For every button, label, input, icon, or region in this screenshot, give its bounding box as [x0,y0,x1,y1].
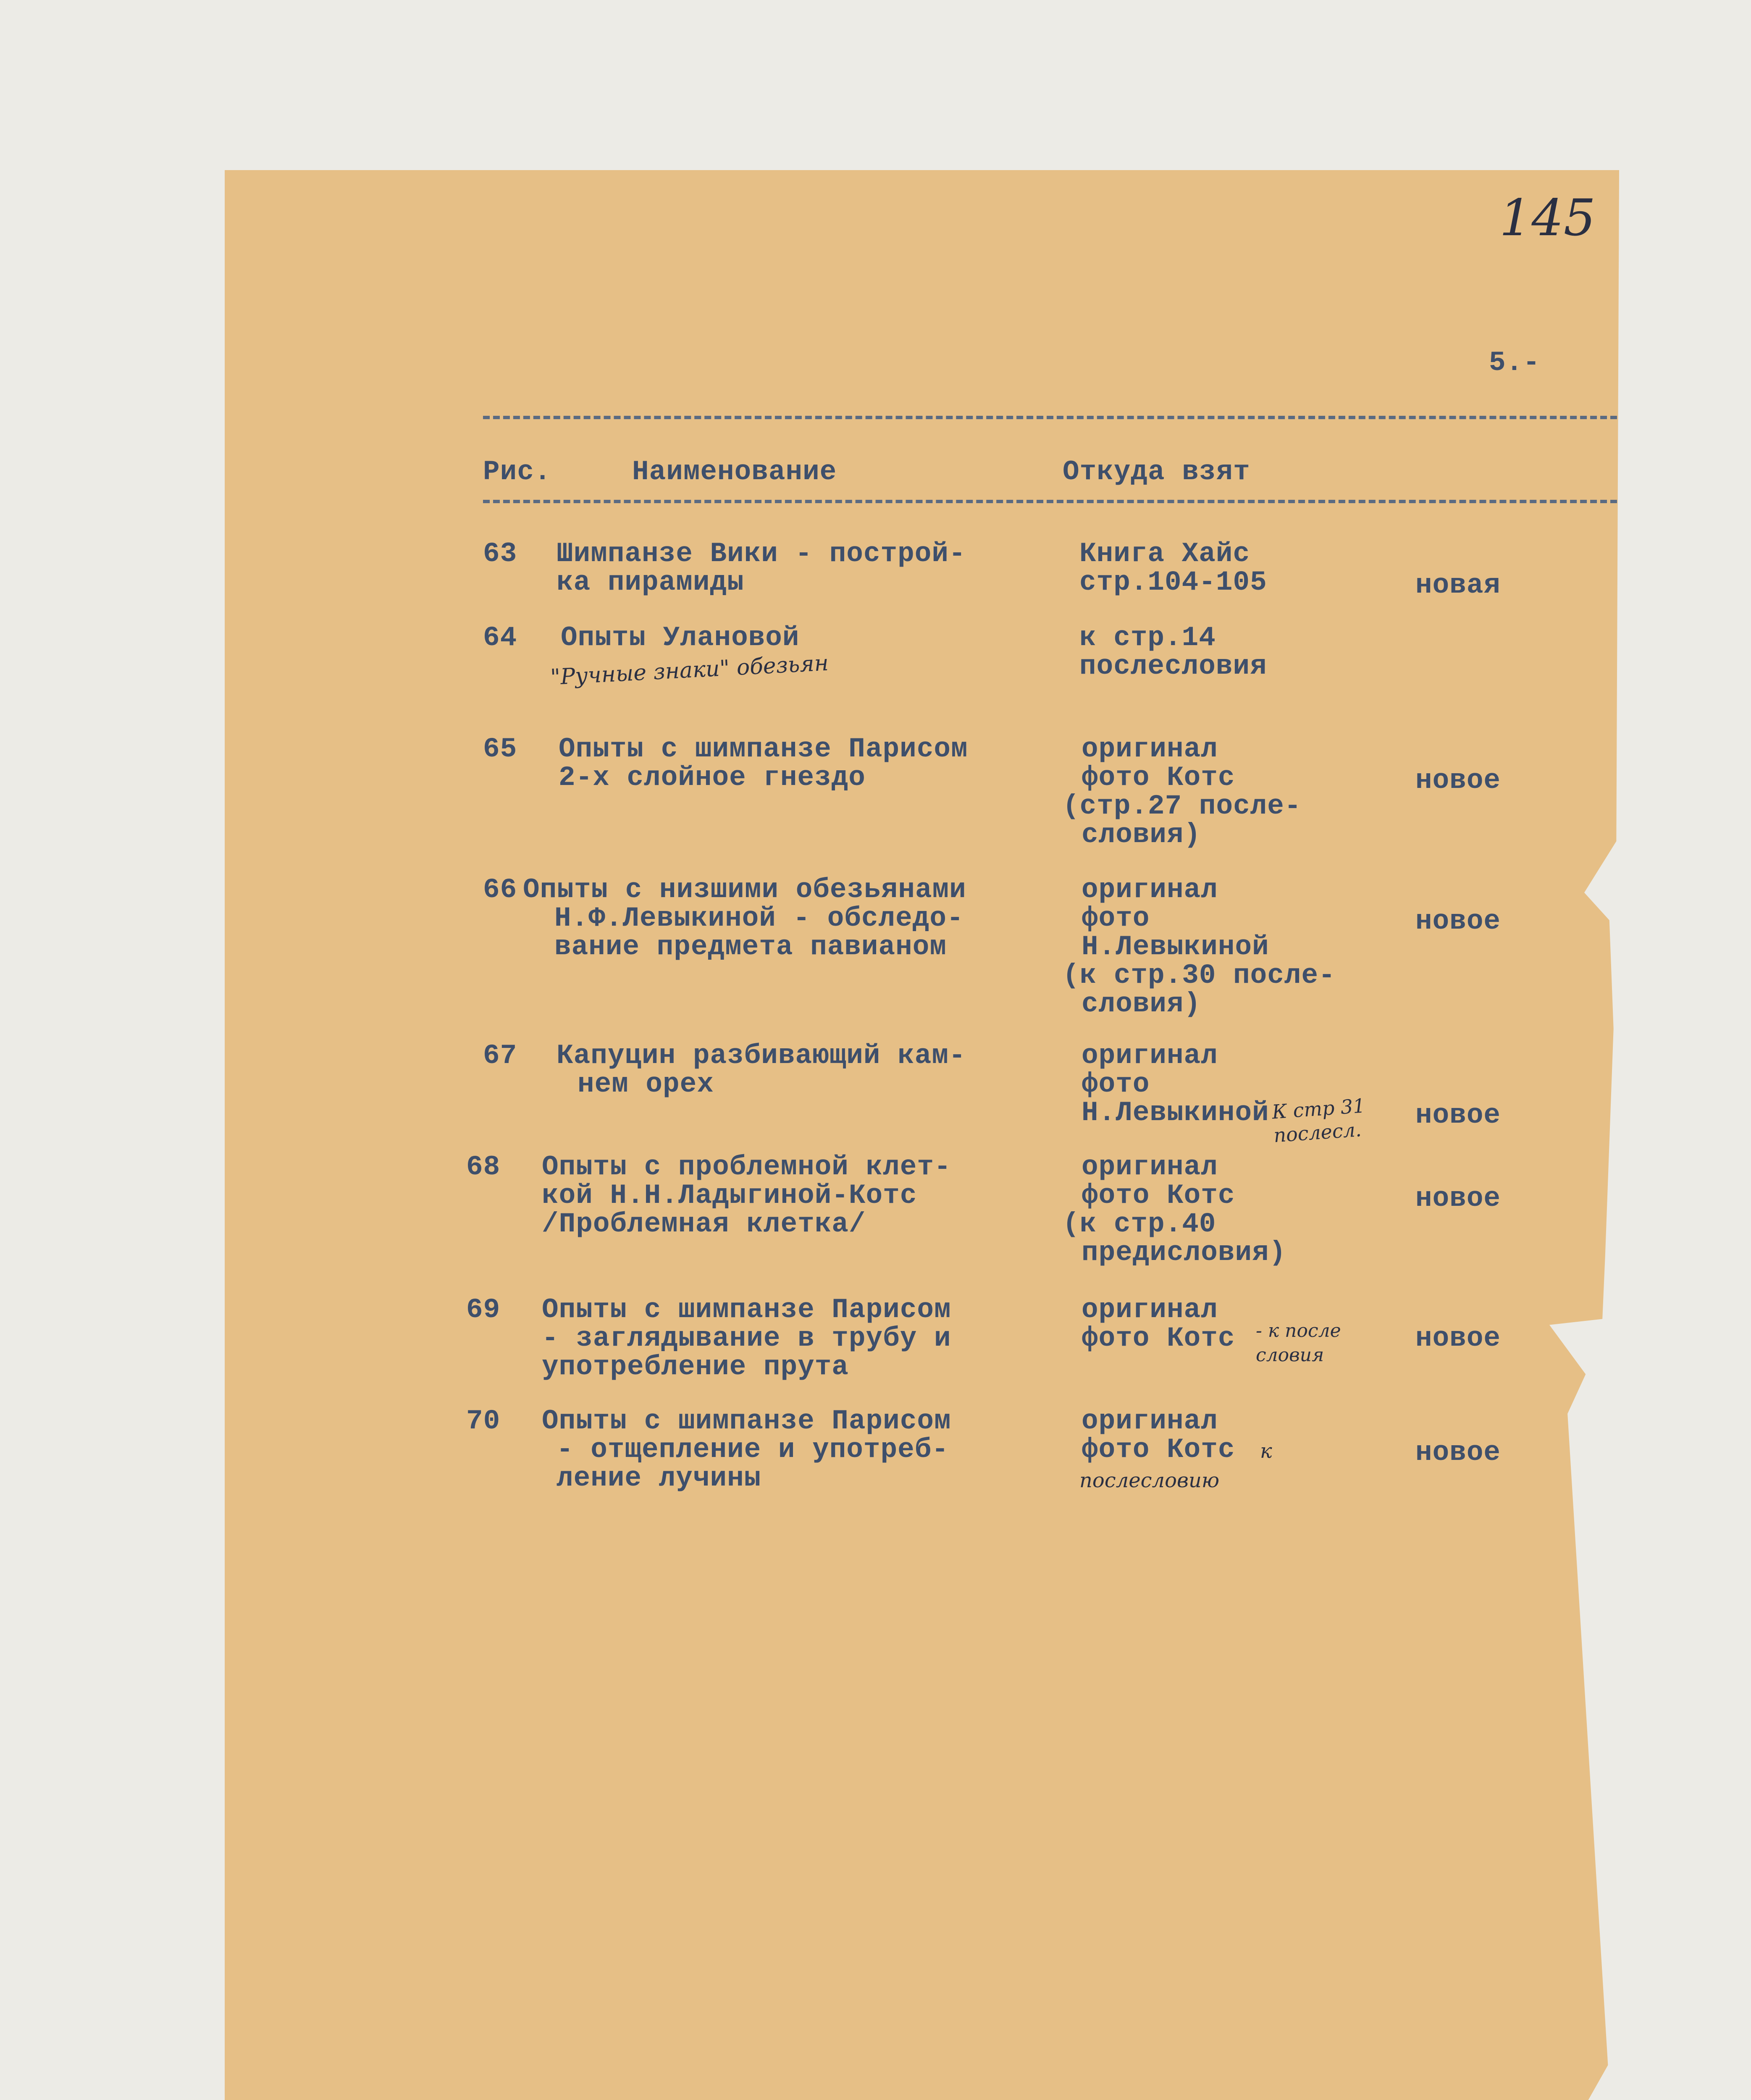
row-name-line: Шимпанзе Вики - построй- [557,538,966,570]
row-name-line: Опыты с шимпанзе Парисом [542,1294,951,1326]
row-name-line: ление лучины [557,1462,761,1494]
row-source-line: фото Котс [1082,762,1235,793]
header-rule [483,500,1617,503]
header-number: Рис. [483,456,551,488]
row-source-line: оригинал [1082,1151,1218,1183]
row-source-line: фото Котс [1082,1180,1235,1211]
row-name-line: Опыты с шимпанзе Парисом [542,1405,951,1437]
row-name-line: 2-х слойное гнездо [559,762,866,793]
row-number: 68 [466,1151,501,1183]
row-status: новое [1415,765,1501,796]
row-name-line: ка пирамиды [557,567,744,598]
row-source-line: словия) [1082,819,1201,850]
row-source-line: фото Котс [1082,1323,1235,1354]
row-source-line: фото [1082,1068,1150,1100]
row-source-handwritten-note: к послесловию [1079,1439,1272,1492]
row-name-line: вание предмета павианом [554,931,947,963]
row-number: 64 [483,622,517,654]
row-name-line: употребление прута [542,1351,849,1383]
row-source-line: к стр.14 [1079,622,1216,654]
row-number: 70 [466,1405,501,1437]
row-source-line: послесловия [1079,651,1267,682]
row-status: новая [1415,570,1501,601]
row-source-line: оригинал [1082,1040,1218,1071]
page-number: 5.- [1489,347,1540,378]
row-status: новое [1415,1437,1501,1468]
row-name-line: /Проблемная клетка/ [542,1208,866,1240]
row-source-handwritten-note: - к после словия [1256,1320,1341,1366]
row-source-line: словия) [1082,988,1201,1020]
row-source-line: фото Котс [1082,1434,1235,1465]
row-number: 63 [483,538,517,570]
row-status: новое [1415,1323,1501,1354]
row-source-line: стр.104-105 [1079,567,1267,598]
header-source: Откуда взят [1063,456,1250,488]
row-source-line: оригинал [1082,733,1218,765]
row-number: 67 [483,1040,517,1071]
row-source-line: (к стр.30 после- [1063,960,1336,991]
row-status: новое [1415,1183,1501,1214]
row-name-line: Капуцин разбивающий кам- [557,1040,966,1071]
row-name-line: Опыты с проблемной клет- [542,1151,951,1183]
row-name-line: Опыты с низшими обезьянами [523,874,966,906]
top-rule [483,416,1617,419]
row-source-line: Н.Левыкиной [1082,931,1269,963]
row-name-line: Н.Ф.Левыкиной - обследо- [554,903,964,934]
row-name-line: Опыты Улановой [561,622,800,654]
row-status: новое [1415,906,1501,937]
row-source-line: Книга Хайс [1079,538,1250,570]
row-source-line: (к стр.40 [1063,1208,1216,1240]
row-name-line: - заглядывание в трубу и [542,1323,951,1354]
row-number: 65 [483,733,517,765]
row-name-line: Опыты с шимпанзе Парисом [559,733,968,765]
row-status: новое [1415,1100,1501,1131]
row-name-handwritten-note: "Ручные знаки" обезьян [549,650,830,690]
row-name-line: нем орех [578,1068,714,1100]
header-name: Наименование [632,456,837,488]
row-name-line: - отщепление и употреб- [557,1434,949,1465]
row-number: 69 [466,1294,501,1326]
row-name-line: кой Н.Н.Ладыгиной-Котс [542,1180,917,1211]
row-source-handwritten-note: К стр 31 послесл. [1271,1094,1366,1147]
folio-number: 145 [1499,189,1596,247]
row-source-line: Н.Левыкиной [1082,1097,1269,1129]
row-source-line: оригинал [1082,874,1218,906]
row-source-line: предисловия) [1082,1237,1286,1268]
row-source-line: оригинал [1082,1405,1218,1437]
row-source-line: оригинал [1082,1294,1218,1326]
row-number: 66 [483,874,517,906]
row-source-line: фото [1082,903,1150,934]
row-source-line: (стр.27 после- [1063,790,1302,822]
